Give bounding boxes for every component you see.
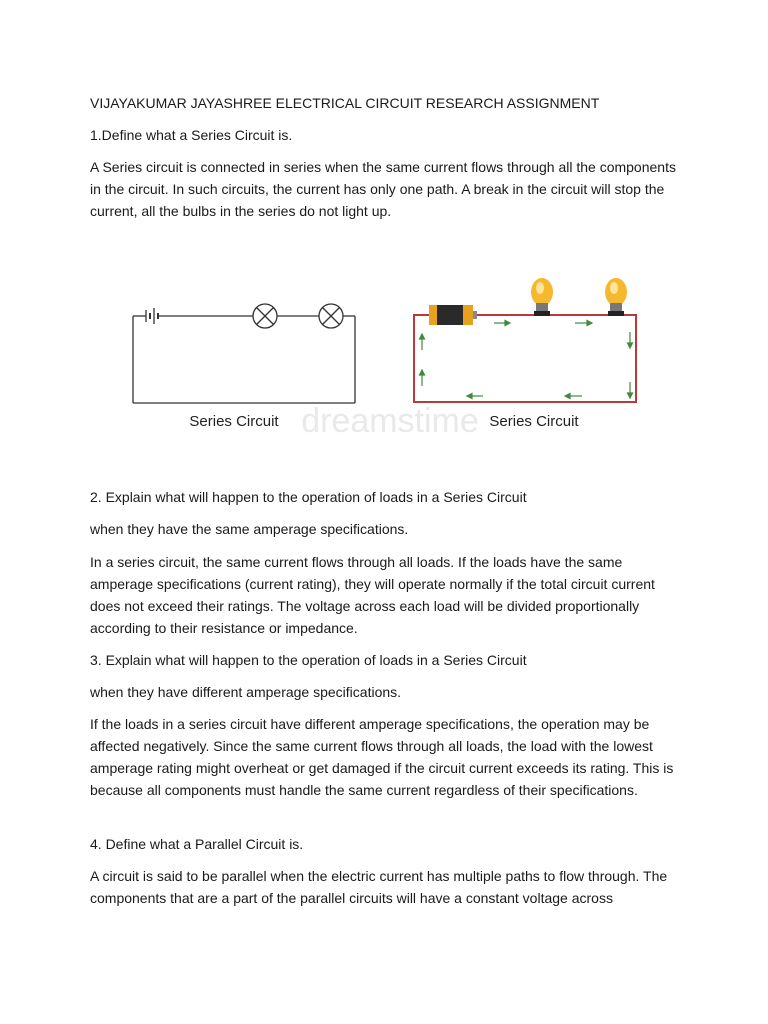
answer-2: In a series circuit, the same current flows through all loads. If the loads have the same amperage specifications (current rating), they will operate normally if the total circuit current does not exceed their ratings. The voltage across each load will be divided proportionally according to their resistance or impedance. (90, 554, 655, 636)
arrow-down-icon (628, 332, 633, 348)
question-2-line-1: 2. Explain what will happen to the operation of loads in a Series Circuit (90, 489, 527, 505)
question-2-line-2: when they have the same amperage specifications. (90, 521, 409, 537)
light-bulb-2 (605, 278, 627, 316)
series-circuit-figure (120, 262, 660, 442)
lamp-symbol-2 (319, 304, 343, 328)
right-caption: Series Circuit (489, 413, 579, 430)
battery-illustration (429, 305, 477, 325)
battery-symbol (146, 308, 158, 324)
question-4: 4. Define what a Parallel Circuit is. (90, 836, 304, 852)
arrow-right-icon (494, 321, 510, 326)
arrow-right-icon (575, 321, 592, 326)
arrow-up-icon (420, 370, 425, 386)
lamp-symbol-1 (253, 304, 277, 328)
circuit-wire-loop (414, 315, 636, 402)
document-header: VIJAYAKUMAR JAYASHREE ELECTRICAL CIRCUIT RESEARCH ASSIGNMENT (90, 95, 600, 111)
question-3-line-1: 3. Explain what will happen to the operation of loads in a Series Circuit (90, 652, 527, 668)
arrow-up-icon (420, 334, 425, 350)
arrow-left-icon (467, 394, 483, 399)
answer-3: If the loads in a series circuit have different amperage specifications, the operation may be affected negatively. Since the same current flows through all loads, the load with the lowest amperage rating might overheat or get damaged if the circuit current exceeds its rating. This is because all components must handle the same current regardless of their specifications. (90, 716, 674, 798)
light-bulb-1 (531, 278, 553, 316)
answer-4: A circuit is said to be parallel when the electric current has multiple paths to flow through. The components that are a part of the parallel circuits will have a constant voltage across (90, 868, 668, 906)
arrow-left-icon (565, 394, 582, 399)
arrow-down-icon (628, 382, 633, 398)
watermark-text: dreamstime (301, 402, 479, 440)
left-caption: Series Circuit (189, 413, 279, 430)
question-3-line-2: when they have different amperage specifications. (90, 684, 402, 700)
schematic-circuit (133, 316, 355, 403)
answer-1: A Series circuit is connected in series when the same current flows through all the components in the circuit. In such circuits, the current has only one path. A break in the circuit will stop the current, all the bulbs in the series do not light up. (90, 159, 676, 219)
current-arrows (420, 321, 633, 399)
question-1: 1.Define what a Series Circuit is. (90, 127, 293, 143)
